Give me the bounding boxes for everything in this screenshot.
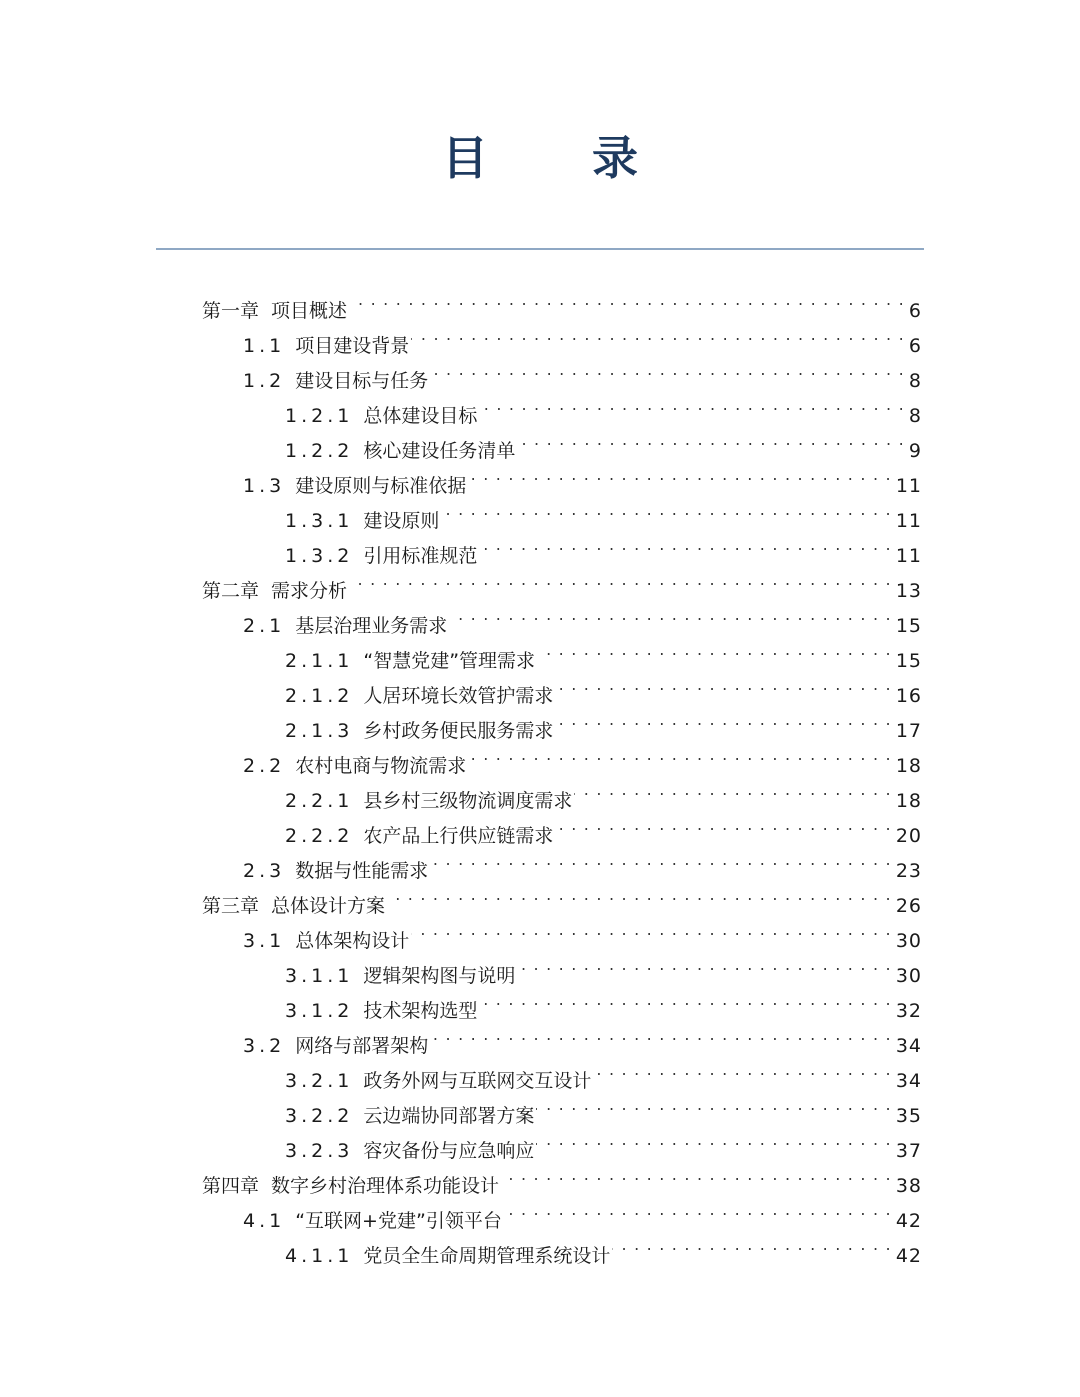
toc-dot-leader [468,737,892,772]
toc-entry-page: 42 [895,1210,922,1232]
toc-dot-leader [479,982,891,1017]
toc-entry-title: 乡村政务便民服务需求 [363,720,554,742]
toc-entry-title: 核心建设任务清单 [363,440,516,462]
toc-entry-number: 1.2.2 [285,440,354,462]
toc-entry-number: 1.3.1 [285,510,354,532]
toc-entry-number: 1.3.2 [285,545,354,567]
toc-entry-page: 18 [895,790,922,812]
title-divider [156,248,924,250]
toc-entry-title: 农产品上行供应链需求 [363,825,554,847]
toc-dot-leader [501,1157,892,1192]
toc-entry-number: 3.2 [243,1035,286,1057]
toc-entry-number: 2.1 [243,615,286,637]
toc-entry-page: 34 [895,1070,922,1092]
toc-entry-page: 37 [895,1140,922,1162]
toc-entry[interactable] [243,457,922,497]
toc-entry-title: 数字乡村治理体系功能设计 [271,1175,500,1197]
toc-entry-title: 逻辑架构图与说明 [363,965,516,987]
toc-entry-title: 网络与部署架构 [295,1035,429,1057]
toc-entry-number: 2.2.2 [285,825,354,847]
toc-entry-page: 11 [895,510,922,532]
toc-entry[interactable] [285,772,922,812]
toc-entry[interactable] [285,387,922,427]
toc-entry[interactable] [285,1122,922,1162]
toc-dot-leader [479,527,891,562]
toc-dot-leader [349,562,892,597]
toc-entry-number: 3.2.1 [285,1070,354,1092]
toc-entry-number: 3.2.3 [285,1140,354,1162]
toc-entry-number: 3.1 [243,930,286,952]
toc-entry-number: 2.2 [243,755,286,777]
toc-entry-page: 11 [895,545,922,567]
toc-entry[interactable] [243,1192,922,1232]
toc-entry[interactable] [202,562,922,602]
toc-dot-leader [555,702,891,737]
toc-entry-title: 建设原则与标准依据 [295,475,467,497]
toc-entry-title: 建设目标与任务 [295,370,429,392]
toc-dot-leader [504,1192,892,1227]
toc-entry[interactable] [285,422,922,462]
toc-entry-page: 15 [895,615,922,637]
toc-entry-title: 总体建设目标 [363,405,478,427]
toc-entry-number: 2.1.2 [285,685,354,707]
toc-entry-page: 34 [895,1035,922,1057]
toc-entry-page: 18 [895,755,922,777]
toc-entry[interactable] [285,667,922,707]
toc-entry-title: 政务外网与互联网交互设计 [363,1070,592,1092]
toc-entry-page: 11 [895,475,922,497]
toc-entry-page: 8 [908,405,922,427]
toc-entry-number: 第一章 [202,300,260,322]
toc-entry[interactable] [285,527,922,567]
toc-entry-page: 30 [895,965,922,987]
toc-entry[interactable] [285,632,922,672]
toc-entry-title: 需求分析 [271,580,348,602]
toc-entry-number: 4.1 [243,1210,286,1232]
toc-dot-leader [387,877,892,912]
toc-entry-title: 云边端协同部署方案 [363,1105,535,1127]
toc-entry[interactable] [243,737,922,777]
toc-entry-title: 县乡村三级物流调度需求 [363,790,573,812]
toc-entry-page: 6 [908,335,922,357]
toc-entry-title: 党员全生命周期管理系统设计 [363,1245,611,1267]
toc-entry-page: 35 [895,1105,922,1127]
toc-entry[interactable] [285,982,922,1022]
toc-dot-leader [430,1017,892,1052]
toc-entry-page: 8 [908,370,922,392]
toc-entry[interactable] [243,842,922,882]
toc-entry-page: 38 [895,1175,922,1197]
toc-entry-page: 6 [908,300,922,322]
toc-dot-leader [536,1122,891,1157]
toc-dot-leader [479,387,905,422]
toc-entry-page: 30 [895,930,922,952]
toc-entry-page: 17 [895,720,922,742]
toc-entry-title: 容灾备份与应急响应 [363,1140,535,1162]
toc-dot-leader [574,772,891,807]
toc-entry[interactable] [285,492,922,532]
toc-dot-leader [468,457,892,492]
toc-dot-leader [517,422,905,457]
toc-entry-title: 人居环境长效管护需求 [363,685,554,707]
page-title: 目 录 [441,131,682,185]
toc-entry[interactable] [285,1052,922,1092]
toc-entry-title: 农村电商与物流需求 [295,755,467,777]
toc-dot-leader [593,1052,891,1087]
toc-entry-page: 26 [895,895,922,917]
toc-entry-page: 15 [895,650,922,672]
toc-entry[interactable] [243,597,922,637]
toc-entry-page: 16 [895,685,922,707]
toc-entry[interactable] [202,877,922,917]
toc-dot-leader [411,317,905,352]
toc-dot-leader [430,842,892,877]
toc-dot-leader [517,947,891,982]
toc-entry-title: 技术架构选型 [363,1000,478,1022]
toc-entry-title: 项目概述 [271,300,348,322]
toc-entry-page: 13 [895,580,922,602]
toc-entry-page: 20 [895,825,922,847]
toc-entry-number: 1.2.1 [285,405,354,427]
toc-dot-leader [555,667,891,702]
toc-entry[interactable] [285,947,922,987]
toc-dot-leader [449,597,892,632]
toc-dot-leader [441,492,891,527]
toc-entry-number: 3.2.2 [285,1105,354,1127]
toc-entry-title: 总体架构设计 [295,930,410,952]
toc-entry[interactable] [202,1157,922,1197]
toc-dot-leader [537,632,892,667]
toc-entry-number: 3.1.2 [285,1000,354,1022]
toc-entry-page: 42 [895,1245,922,1267]
toc-entry-number: 1.1 [243,335,286,357]
toc-entry-number: 第二章 [202,580,260,602]
toc-dot-leader [349,282,905,317]
toc-entry[interactable] [285,702,922,742]
toc-entry-number: 2.2.1 [285,790,354,812]
toc-entry[interactable] [243,317,922,357]
toc-dot-leader [411,912,892,947]
toc-entry-title: 建设原则 [363,510,440,532]
toc-dot-leader [555,807,891,842]
toc-entry-number: 3.1.1 [285,965,354,987]
toc-entry-number: 第三章 [202,895,260,917]
toc-entry[interactable] [243,1017,922,1057]
toc-entry[interactable] [285,1087,922,1127]
toc-entry-title: 数据与性能需求 [295,860,429,882]
toc-entry[interactable] [285,1227,922,1267]
toc-dot-leader [430,352,905,387]
toc-entry-number: 1.3 [243,475,286,497]
toc-entry[interactable] [243,352,922,392]
toc-entry-title: 引用标准规范 [363,545,478,567]
toc-entry-number: 1.2 [243,370,286,392]
toc-entry-title: “智慧党建”管理需求 [363,650,536,672]
toc-entry-title: 项目建设背景 [295,335,410,357]
toc-dot-leader [612,1227,891,1262]
toc-entry-number: 2.1.1 [285,650,354,672]
toc-entry[interactable] [202,282,922,322]
toc-entry-number: 2.3 [243,860,286,882]
toc-entry-title: 基层治理业务需求 [295,615,448,637]
toc-dot-leader [536,1087,891,1122]
toc-entry-page: 9 [908,440,922,462]
toc-entry-page: 32 [895,1000,922,1022]
toc-entry-page: 23 [895,860,922,882]
toc-entry[interactable] [243,912,922,952]
toc-entry[interactable] [285,807,922,847]
toc-entry-number: 4.1.1 [285,1245,354,1267]
toc-entry-title: “互联网+党建”引领平台 [295,1210,502,1232]
toc-entry-title: 总体设计方案 [271,895,386,917]
toc-entry-number: 2.1.3 [285,720,354,742]
toc-entry-number: 第四章 [202,1175,260,1197]
